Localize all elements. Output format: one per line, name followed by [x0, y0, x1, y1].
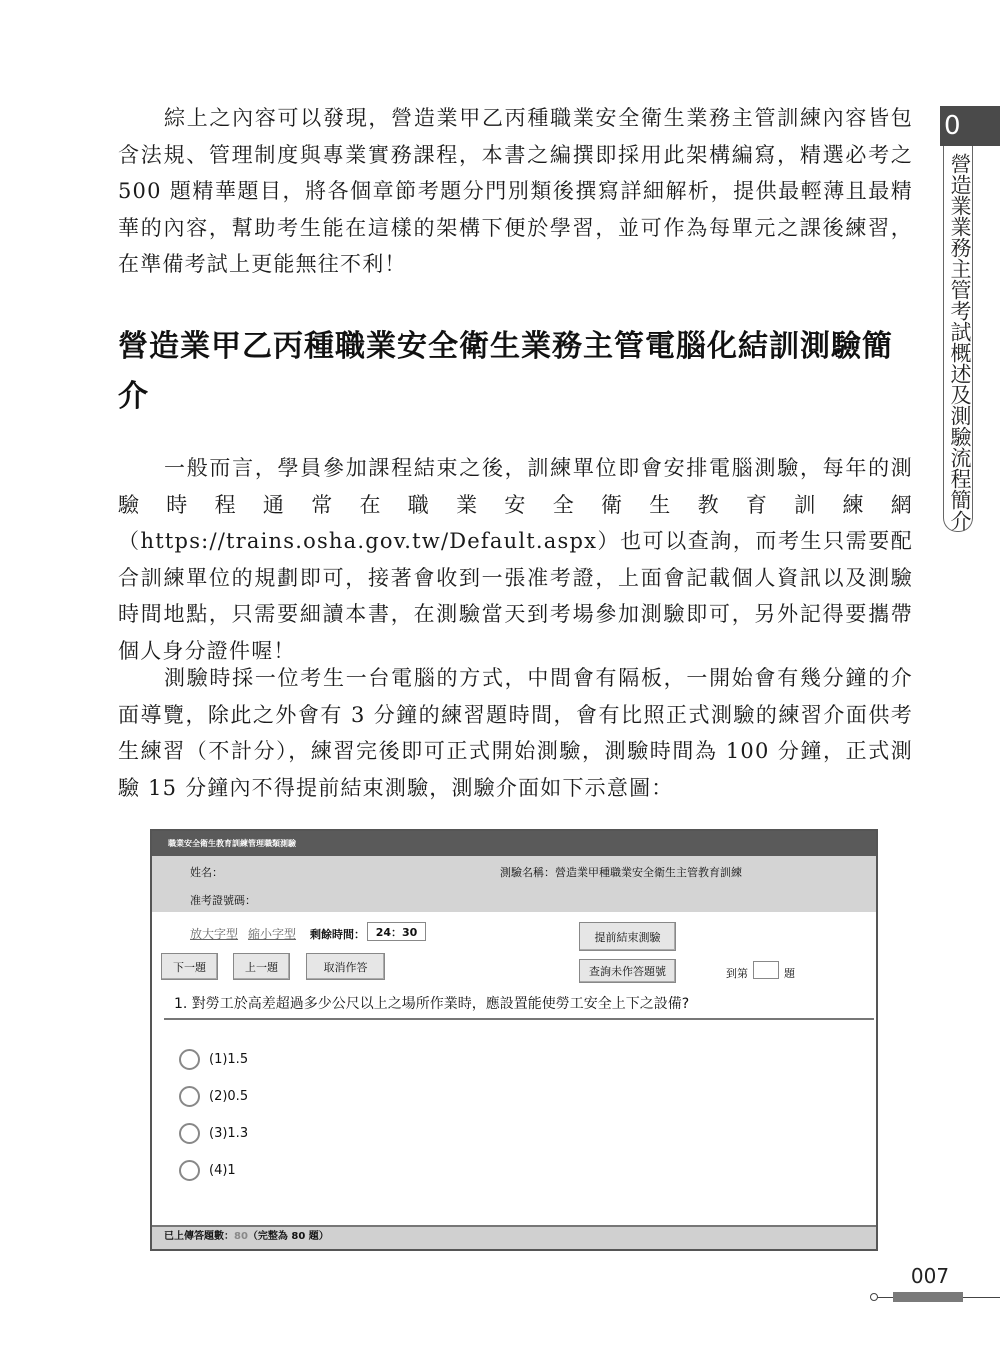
- question-divider: [164, 1018, 874, 1020]
- uploaded-count: 80: [234, 1231, 248, 1242]
- chapter-title: 營造業業務主管考試概述及測驗流程簡介: [943, 146, 973, 532]
- paragraph-procedure: 測驗時採一位考生一台電腦的方式，中間會有隔板，一開始會有幾分鐘的介面導覽，除此之外會有 3 分鐘的練習題時間，會有比照正式測驗的練習介面供考生練習（不計分），練習完後即可正式開始測驗，測驗時間為 100 分鐘，正式測驗 15 分鐘內不得提前結束測驗，測驗介面如下示意圖：: [118, 666, 913, 800]
- answer-option[interactable]: [179, 1158, 236, 1182]
- name-label: 姓名：: [190, 866, 223, 879]
- option-label: (3)1.3: [209, 1125, 249, 1141]
- radio-button[interactable]: [179, 1049, 200, 1070]
- remaining-time-label: 剩餘時間：: [310, 928, 365, 941]
- question-text: 1. 對勞工於高差超過多少公尺以上之場所作業時，應設置能使勞工安全上下之設備?: [174, 996, 690, 1012]
- paragraph-summary: 綜上之內容可以發現，營造業甲乙丙種職業安全衛生業務主管訓練內容皆包含法規、管理制度與專業實務課程，本書之編撰即採用此架構編寫，精選必考之 500 題精華題目，將各個章節考題分門別類後撰寫詳細解析，提供最輕薄且最精華的內容，幫助考生能在這樣的架構下便於學習，並可作為每單元之課後練習，在準備考試上更能無往不利！: [118, 106, 913, 276]
- end-early-button[interactable]: 提前結束測驗: [579, 922, 676, 951]
- chapter-number: 0: [940, 106, 1000, 146]
- exam-interface-figure: [150, 829, 878, 1251]
- radio-button[interactable]: [179, 1086, 200, 1107]
- next-question-button[interactable]: 下一題: [161, 953, 218, 980]
- answer-option[interactable]: [179, 1121, 248, 1145]
- query-unanswered-button[interactable]: 查詢未作答題號: [579, 959, 676, 983]
- page-number-bar: [893, 1292, 963, 1302]
- total-count-note: （完整為 80 題）: [247, 1231, 329, 1242]
- goto-prefix: 到第: [726, 967, 748, 980]
- page-number: 007: [910, 1264, 950, 1288]
- page-number-dot: [870, 1293, 878, 1301]
- option-label: (2)0.5: [209, 1088, 249, 1104]
- exam-window-title: 職業安全衛生教育訓練管理職類測驗: [152, 831, 876, 856]
- exam-info-panel: [152, 856, 876, 912]
- prev-question-button[interactable]: 上一題: [233, 953, 290, 980]
- remaining-time-value: 24：30: [367, 922, 426, 941]
- exam-footer: [152, 1225, 876, 1249]
- option-label: (4)1: [209, 1162, 236, 1178]
- admission-number-label: 准考證號碼：: [190, 894, 256, 907]
- answer-option[interactable]: [179, 1084, 248, 1108]
- radio-button[interactable]: [179, 1160, 200, 1181]
- cancel-answer-button[interactable]: 取消作答: [306, 953, 385, 980]
- shrink-font-link[interactable]: 縮小字型: [248, 927, 297, 941]
- paragraph-schedule: 一般而言，學員參加課程結束之後，訓練單位即會安排電腦測驗，每年的測驗時程通常在職業安全衛生教育訓練網（https://trains.osha.gov.tw/Default.aspx）也可以查詢，而考生只需要配合訓練單位的規劃即可，接著會收到一張准考證，上面會記載個人資訊以及測驗時間地點，只需要細讀本書，在測驗當天到考場參加測驗即可，另外記得要攜帶個人身分證件喔！: [118, 456, 913, 663]
- goto-suffix: 題: [784, 967, 795, 980]
- radio-button[interactable]: [179, 1123, 200, 1144]
- uploaded-count-label: 已上傳答題數：: [164, 1231, 234, 1242]
- answer-option[interactable]: [179, 1047, 248, 1071]
- goto-question-input[interactable]: [753, 961, 779, 979]
- option-label: (1)1.5: [209, 1051, 249, 1067]
- enlarge-font-link[interactable]: 放大字型: [190, 927, 239, 941]
- exam-name-label: 測驗名稱：營造業甲種職業安全衛生主管教育訓練: [500, 866, 742, 879]
- section-heading: 營造業甲乙丙種職業安全衛生業務主管電腦化結訓測驗簡介: [118, 329, 893, 414]
